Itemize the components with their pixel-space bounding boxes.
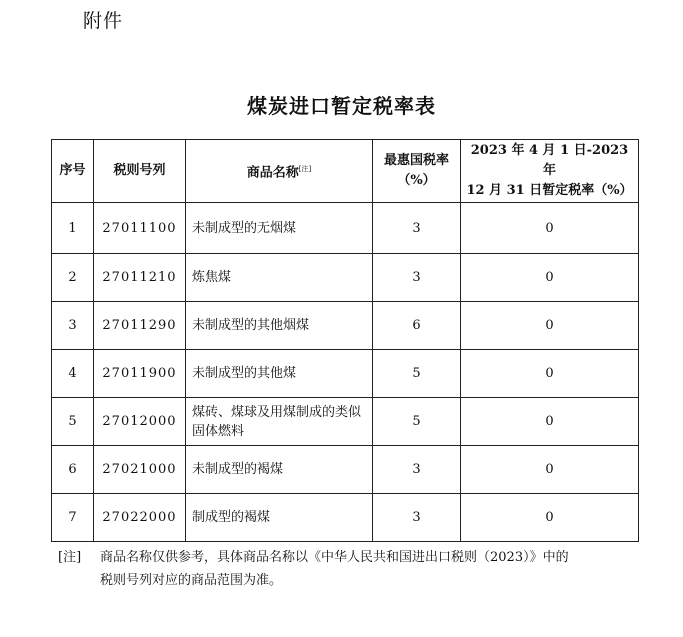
cell-temporary-rate: 0	[461, 254, 639, 302]
table-row	[52, 446, 639, 494]
table-row	[52, 302, 639, 350]
header-tariff-code: 税则号列	[94, 140, 186, 203]
cell-temporary-rate: 0	[461, 203, 639, 254]
cell-mfn-rate: 6	[373, 302, 461, 350]
cell-tariff-code: 27022000	[94, 494, 186, 542]
cell-temporary-rate: 0	[461, 398, 639, 446]
cell-product-name: 煤砖、煤球及用煤制成的类似固体燃料	[186, 398, 373, 446]
table-row	[52, 494, 639, 542]
footnote-line-2: 税则号列对应的商品范围为准。	[100, 573, 283, 588]
footnote-tag: [注]	[58, 550, 82, 565]
cell-tariff-code: 27011100	[94, 203, 186, 254]
table-header-row	[52, 140, 639, 203]
table-row	[52, 203, 639, 254]
cell-mfn-rate: 5	[373, 398, 461, 446]
cell-product-name: 未制成型的其他煤	[186, 350, 373, 398]
cell-mfn-rate: 3	[373, 446, 461, 494]
footnote	[58, 546, 642, 592]
attachment-label: 附件	[83, 10, 124, 32]
cell-seq: 7	[52, 494, 94, 542]
header-temporary-rate	[461, 140, 639, 203]
document-title: 煤炭进口暂定税率表	[247, 94, 436, 118]
header-product-name	[186, 140, 373, 203]
cell-seq: 6	[52, 446, 94, 494]
cell-temporary-rate: 0	[461, 494, 639, 542]
cell-tariff-code: 27011210	[94, 254, 186, 302]
cell-seq: 4	[52, 350, 94, 398]
header-seq: 序号	[52, 140, 94, 203]
cell-mfn-rate: 3	[373, 254, 461, 302]
cell-tariff-code: 27021000	[94, 446, 186, 494]
cell-seq: 2	[52, 254, 94, 302]
cell-product-name: 炼焦煤	[186, 254, 373, 302]
cell-seq: 1	[52, 203, 94, 254]
cell-mfn-rate: 3	[373, 203, 461, 254]
table-row	[52, 350, 639, 398]
table-row	[52, 398, 639, 446]
header-mfn-rate	[373, 140, 461, 203]
cell-product-name: 未制成型的褐煤	[186, 446, 373, 494]
cell-tariff-code: 27011900	[94, 350, 186, 398]
cell-tariff-code: 27012000	[94, 398, 186, 446]
header-temporary-rate-line1: 2023 年 4 月 1 日-2023 年	[470, 143, 629, 178]
table-row	[52, 254, 639, 302]
footnote-line-1: 商品名称仅供参考，具体商品名称以《中华人民共和国进出口税则（2023）》中的	[100, 550, 569, 565]
tariff-rate-table	[51, 139, 639, 542]
cell-seq: 5	[52, 398, 94, 446]
cell-temporary-rate: 0	[461, 350, 639, 398]
cell-tariff-code: 27011290	[94, 302, 186, 350]
cell-temporary-rate: 0	[461, 302, 639, 350]
header-product-name-label: 商品名称	[246, 165, 299, 181]
cell-product-name: 未制成型的其他烟煤	[186, 302, 373, 350]
header-mfn-rate-line2: （%）	[397, 173, 436, 188]
cell-product-name: 未制成型的无烟煤	[186, 203, 373, 254]
header-note-marker: [注]	[298, 164, 312, 173]
cell-temporary-rate: 0	[461, 446, 639, 494]
cell-product-name: 制成型的褐煤	[186, 494, 373, 542]
header-mfn-rate-line1: 最惠国税率	[383, 153, 449, 168]
cell-mfn-rate: 5	[373, 350, 461, 398]
cell-mfn-rate: 3	[373, 494, 461, 542]
header-temporary-rate-line2: 12 月 31 日暂定税率（%）	[466, 183, 633, 198]
cell-seq: 3	[52, 302, 94, 350]
